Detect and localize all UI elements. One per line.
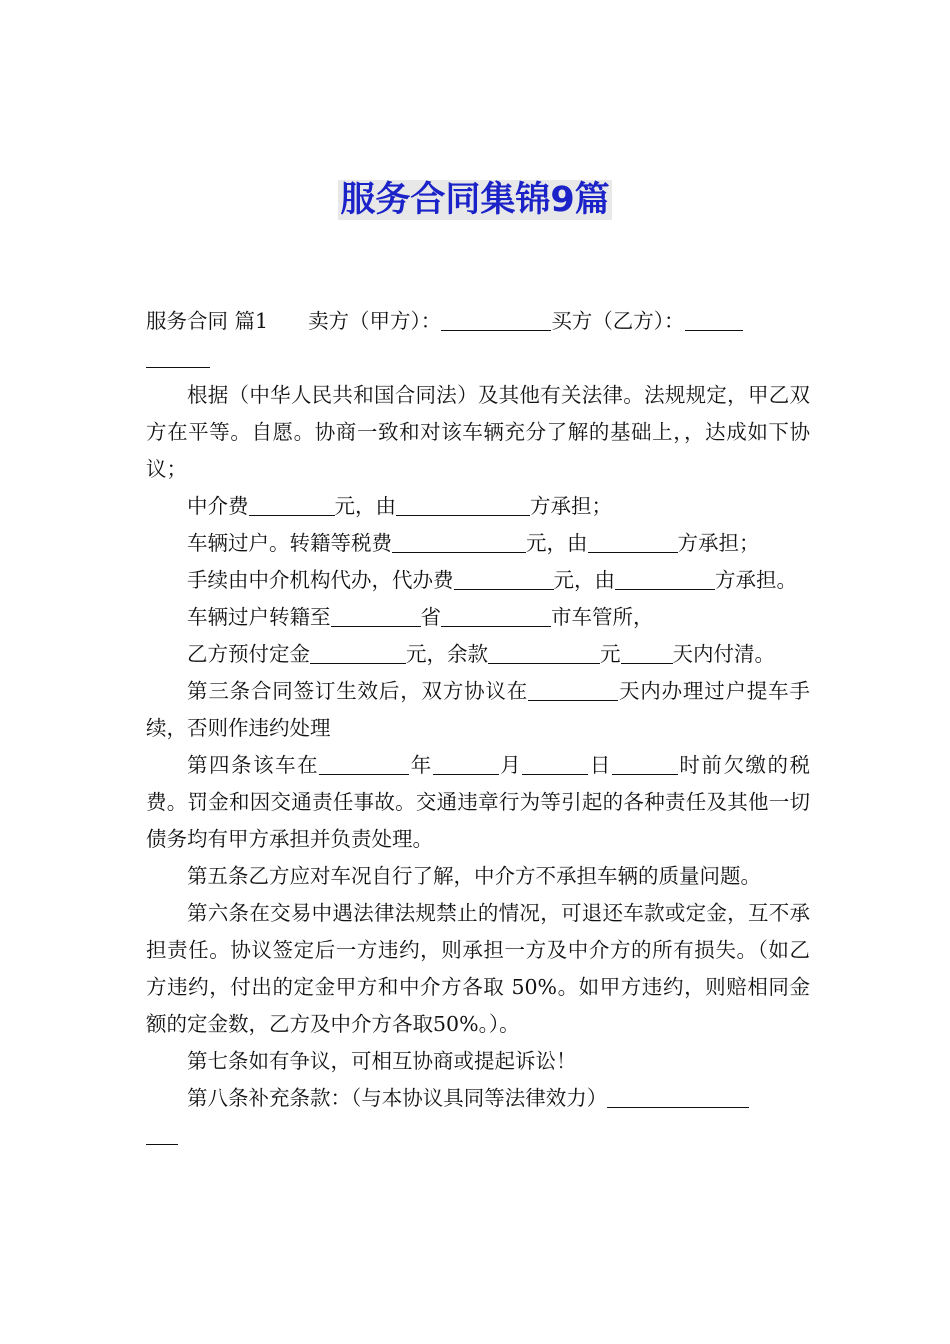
blank	[522, 754, 588, 776]
article-4: 第四条该车在 年 月 日 时前欠缴的税费。罚金和因交通责任事故。交通违章行为等引起的各种责任及其他一切债务均有甲方承担并负责处理。	[146, 753, 811, 851]
blank	[441, 606, 551, 628]
document-body	[146, 303, 810, 1154]
buyer-blank-continued	[146, 347, 210, 369]
buyer-blank	[685, 310, 743, 332]
document-title: 服务合同集锦9篇	[340, 180, 610, 220]
clause-agency-fee: 中介费 元，由 方承担；	[187, 494, 612, 518]
blank	[319, 754, 409, 776]
article-5: 第五条乙方应对车况自行了解，中介方不承担车辆的质量问题。	[187, 864, 761, 888]
blank	[621, 643, 673, 665]
blank	[607, 1087, 749, 1109]
blank	[331, 606, 421, 628]
blank	[454, 569, 554, 591]
seller-label: 卖方（甲方）：	[308, 309, 442, 333]
intro-line	[146, 303, 810, 377]
paragraph-basis: 根据（中华人民共和国合同法）及其他有关法律。法规规定，甲乙双方在平等。自愿。协商一致和对该车辆充分了解的基础上，，达成如下协议；	[146, 383, 810, 481]
clause-transfer-destination: 车辆过户转籍至 省 市车管所，	[187, 605, 654, 629]
seller-blank	[441, 310, 551, 332]
section-heading: 服务合同 篇1	[146, 309, 269, 333]
clause-agency-handling: 手续由中介机构代办，代办费 元，由 方承担。	[187, 568, 797, 592]
blank	[392, 532, 526, 554]
clause-deposit: 乙方预付定金 元，余款 元 天内付清。	[187, 642, 775, 666]
blank	[310, 643, 406, 665]
blank	[396, 495, 530, 517]
blank	[488, 643, 600, 665]
buyer-label: 买方（乙方）：	[551, 309, 685, 333]
blank	[615, 569, 715, 591]
blank	[433, 754, 499, 776]
blank	[612, 754, 678, 776]
blank	[528, 680, 618, 702]
clause-transfer-tax: 车辆过户。转籍等税费 元，由 方承担；	[187, 531, 760, 555]
blank	[249, 495, 335, 517]
article-6: 第六条在交易中遇法律法规禁止的情况，可退还车款或定金，互不承担责任。协议签定后一方违约，则承担一方及中介方的所有损失。（如乙方违约，付出的定金甲方和中介方各取 50%。如甲方违约，则赔相同金额的定金数，乙方及中介方各取50%。）。	[146, 901, 810, 1036]
article-8: 第八条补充条款：（与本协议具同等法律效力）	[146, 1080, 810, 1154]
blank	[588, 532, 678, 554]
blank-continued	[146, 1124, 178, 1146]
article-7: 第七条如有争议，可相互协商或提起诉讼！	[187, 1049, 577, 1073]
article-3: 第三条合同签订生效后，双方协议在 天内办理过户提车手续，否则作违约处理	[146, 679, 811, 740]
